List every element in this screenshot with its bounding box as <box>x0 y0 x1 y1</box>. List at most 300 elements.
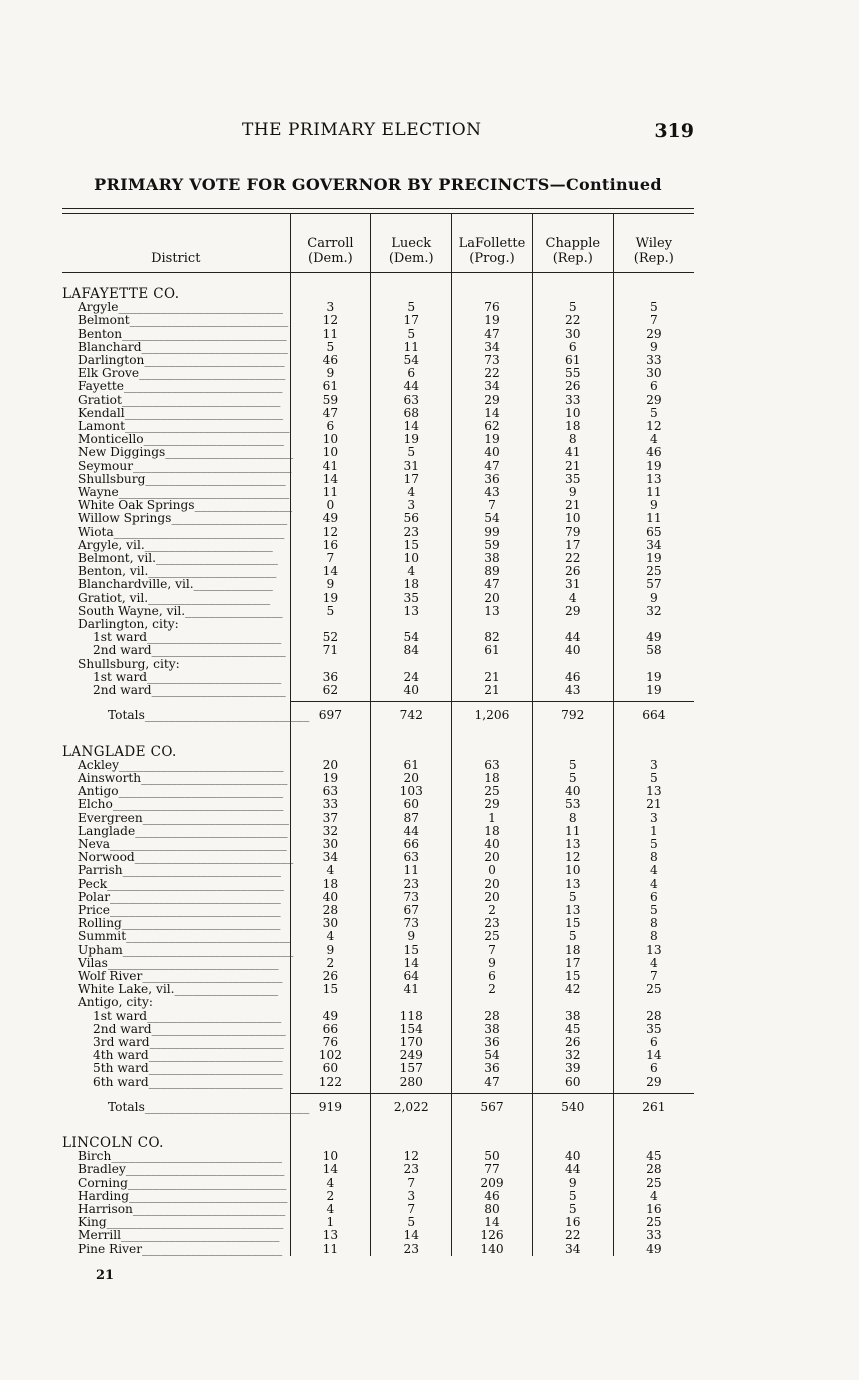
vote-count: 76 <box>452 301 533 314</box>
vote-count: 65 <box>613 526 694 539</box>
district-name: Argyle <box>78 300 119 315</box>
vote-count: 82 <box>452 631 533 644</box>
vote-count: 5 <box>613 301 694 314</box>
vote-count: 49 <box>613 1243 694 1256</box>
vote-count: 41 <box>371 983 452 996</box>
vote-count: 32 <box>532 1049 613 1062</box>
vote-count: 1,206 <box>452 702 533 731</box>
vote-count: 34 <box>452 341 533 354</box>
vote-count: 34 <box>452 380 533 393</box>
vote-count: 30 <box>532 328 613 341</box>
candidate-name: Lueck <box>391 236 432 251</box>
vote-count: 61 <box>290 380 371 393</box>
dot-leader: __________________________ <box>121 392 281 407</box>
district-name: Willow Springs <box>78 511 172 526</box>
vote-count: 30 <box>613 367 694 380</box>
vote-count: 7 <box>290 552 371 565</box>
vote-count: 5 <box>532 1203 613 1216</box>
empty-cell <box>532 1122 613 1150</box>
candidate-name: LaFollette <box>458 236 526 251</box>
vote-count: 25 <box>452 785 533 798</box>
empty-cell <box>371 1122 452 1150</box>
vote-count: 9 <box>613 499 694 512</box>
vote-count: 28 <box>290 904 371 917</box>
dot-leader: ____________________________ <box>122 942 294 957</box>
vote-count: 29 <box>452 798 533 811</box>
vote-count: 63 <box>452 759 533 772</box>
party-label: (Dem.) <box>388 251 434 266</box>
vote-count: 40 <box>452 446 533 459</box>
table-row <box>62 1076 694 1089</box>
signature-mark: 21 <box>96 1268 115 1283</box>
empty-cell <box>371 658 452 671</box>
column-header-chapple <box>532 214 613 273</box>
dot-leader: ______________________ <box>147 1008 282 1023</box>
vote-count: 30 <box>290 838 371 851</box>
vote-count: 4 <box>371 565 452 578</box>
vote-count: 11 <box>290 486 371 499</box>
vote-count: 2 <box>452 904 533 917</box>
district-name-cell <box>62 1243 290 1256</box>
vote-count: 46 <box>290 354 371 367</box>
vote-count: 32 <box>613 605 694 618</box>
vote-count: 157 <box>371 1062 452 1075</box>
vote-count: 44 <box>371 825 452 838</box>
vote-count: 80 <box>452 1203 533 1216</box>
vote-count: 54 <box>452 1049 533 1062</box>
vote-count: 22 <box>452 367 533 380</box>
vote-count: 28 <box>452 1010 533 1023</box>
district-name: Belmont <box>78 313 130 328</box>
vote-count: 13 <box>290 1229 371 1242</box>
dot-leader: _____________________________ <box>110 836 287 851</box>
vote-count: 6 <box>613 891 694 904</box>
dot-leader: __________________________ <box>122 863 282 878</box>
vote-count: 11 <box>371 341 452 354</box>
vote-count: 76 <box>290 1036 371 1049</box>
dot-leader: __________________________ <box>124 405 284 420</box>
vote-count: 64 <box>371 970 452 983</box>
vote-count: 13 <box>452 605 533 618</box>
vote-count: 6 <box>452 970 533 983</box>
vote-count: 47 <box>452 578 533 591</box>
county-name: LINCOLN CO. <box>62 1134 164 1151</box>
vote-count: 43 <box>452 486 533 499</box>
vote-count: 0 <box>290 499 371 512</box>
dot-leader: _______________________ <box>144 353 285 368</box>
vote-count: 40 <box>290 891 371 904</box>
vote-count: 9 <box>532 1177 613 1190</box>
empty-cell <box>452 996 533 1009</box>
vote-count: 25 <box>613 983 694 996</box>
vote-count: 99 <box>452 526 533 539</box>
vote-count: 68 <box>371 407 452 420</box>
party-label: (Rep.) <box>633 251 674 266</box>
vote-count: 12 <box>532 851 613 864</box>
vote-count: 9 <box>290 578 371 591</box>
page-number: 319 <box>654 120 694 142</box>
vote-count: 13 <box>371 605 452 618</box>
district-name: Shullsburg <box>78 471 146 486</box>
vote-count: 21 <box>452 684 533 697</box>
vote-count: 45 <box>532 1023 613 1036</box>
vote-count: 28 <box>613 1010 694 1023</box>
vote-count: 34 <box>613 539 694 552</box>
vote-count: 7 <box>452 944 533 957</box>
dot-leader: ________________________ <box>141 339 288 354</box>
vote-count: 1 <box>290 1216 371 1229</box>
vote-count: 1 <box>613 825 694 838</box>
vote-count: 19 <box>613 460 694 473</box>
vote-count: 5 <box>290 605 371 618</box>
vote-count: 47 <box>290 407 371 420</box>
vote-count: 2 <box>452 983 533 996</box>
vote-count: 31 <box>532 578 613 591</box>
vote-count: 4 <box>613 433 694 446</box>
vote-count: 12 <box>290 314 371 327</box>
vote-count: 41 <box>532 446 613 459</box>
vote-count: 18 <box>532 944 613 957</box>
district-name: Belmont, vil. <box>78 551 157 566</box>
empty-cell <box>532 658 613 671</box>
vote-count: 20 <box>452 592 533 605</box>
vote-count: 664 <box>613 702 694 731</box>
vote-count: 25 <box>452 930 533 943</box>
column-header-carroll <box>290 214 371 273</box>
empty-cell <box>532 731 613 759</box>
district-name: Neva <box>78 836 111 851</box>
vote-count: 5 <box>290 341 371 354</box>
district-name: Harding <box>78 1188 130 1203</box>
vote-count: 14 <box>290 1163 371 1176</box>
vote-count: 5 <box>371 301 452 314</box>
vote-count: 118 <box>371 1010 452 1023</box>
vote-count: 63 <box>290 785 371 798</box>
vote-count: 34 <box>290 851 371 864</box>
vote-count: 23 <box>371 1243 452 1256</box>
dot-leader: _____________________________ <box>107 876 284 891</box>
vote-count: 5 <box>532 1190 613 1203</box>
dot-leader: ___________________________ <box>144 1099 310 1114</box>
vote-count: 54 <box>371 354 452 367</box>
vote-count: 5 <box>613 772 694 785</box>
vote-count: 15 <box>371 539 452 552</box>
vote-count: 16 <box>532 1216 613 1229</box>
district-name: White Lake, vil. <box>78 982 175 997</box>
vote-count: 17 <box>371 473 452 486</box>
table-title: PRIMARY VOTE FOR GOVERNOR BY PRECINCTS—Continued <box>94 175 662 194</box>
vote-count: 44 <box>371 380 452 393</box>
dot-leader: ____________________________ <box>109 902 281 917</box>
vote-count: 14 <box>371 957 452 970</box>
vote-count: 29 <box>613 1076 694 1089</box>
vote-count: 14 <box>371 1229 452 1242</box>
district-name: Wolf River <box>78 968 143 983</box>
vote-count: 47 <box>452 1076 533 1089</box>
vote-count: 66 <box>290 1023 371 1036</box>
vote-count: 13 <box>532 904 613 917</box>
district-name: Vilas <box>78 955 108 970</box>
vote-count: 46 <box>532 671 613 684</box>
district-name: Blanchard <box>78 339 142 354</box>
vote-count: 6 <box>613 1036 694 1049</box>
district-name: 2nd ward <box>93 683 152 698</box>
dot-leader: ______________________ <box>148 1048 283 1063</box>
empty-cell <box>532 996 613 1009</box>
vote-count: 4 <box>290 1177 371 1190</box>
vote-count: 12 <box>290 526 371 539</box>
empty-cell <box>290 658 371 671</box>
empty-cell <box>452 273 533 302</box>
vote-count: 12 <box>613 420 694 433</box>
dot-leader: ____________________________ <box>107 955 279 970</box>
vote-count: 8 <box>613 851 694 864</box>
vote-count: 3 <box>371 499 452 512</box>
vote-count: 6 <box>613 1062 694 1075</box>
vote-count: 540 <box>532 1093 613 1122</box>
vote-count: 53 <box>532 798 613 811</box>
vote-count: 10 <box>290 433 371 446</box>
dot-leader: _________________________ <box>132 1202 286 1216</box>
vote-count: 26 <box>532 1036 613 1049</box>
dot-leader: _______________________ <box>142 1241 283 1256</box>
vote-count: 9 <box>613 592 694 605</box>
vote-count: 35 <box>613 1023 694 1036</box>
vote-count: 122 <box>290 1076 371 1089</box>
vote-count: 26 <box>532 565 613 578</box>
running-title: THE PRIMARY ELECTION <box>242 120 482 140</box>
vote-count: 32 <box>290 825 371 838</box>
vote-count: 29 <box>532 605 613 618</box>
vote-count: 13 <box>532 878 613 891</box>
candidate-name: Carroll <box>307 236 354 251</box>
vote-count: 77 <box>452 1163 533 1176</box>
vote-count: 55 <box>532 367 613 380</box>
vote-count: 60 <box>290 1062 371 1075</box>
vote-count: 15 <box>532 970 613 983</box>
vote-count: 46 <box>613 446 694 459</box>
vote-count: 33 <box>613 1229 694 1242</box>
vote-count: 33 <box>290 798 371 811</box>
vote-count: 4 <box>371 486 452 499</box>
district-name: Benton, vil. <box>78 564 149 579</box>
vote-count: 6 <box>532 341 613 354</box>
district-name: Totals <box>108 1099 145 1114</box>
vote-count: 60 <box>532 1076 613 1089</box>
district-name: Benton <box>78 326 123 341</box>
district-name: Ackley <box>78 757 120 772</box>
dot-leader: ________________ <box>185 603 283 618</box>
column-header-wiley <box>613 214 694 273</box>
vote-count: 9 <box>290 367 371 380</box>
vote-count: 11 <box>613 512 694 525</box>
vote-count: 25 <box>613 1177 694 1190</box>
district-name: Langlade <box>78 823 136 838</box>
vote-count: 4 <box>290 1203 371 1216</box>
dot-leader: ___________________________ <box>119 757 284 772</box>
vote-count: 33 <box>613 354 694 367</box>
vote-count: 87 <box>371 812 452 825</box>
district-name: Antigo, city: <box>78 995 153 1010</box>
vote-count: 5 <box>371 446 452 459</box>
vote-count: 16 <box>613 1203 694 1216</box>
vote-count: 5 <box>613 407 694 420</box>
district-name-cell <box>62 1076 290 1089</box>
vote-count: 62 <box>290 684 371 697</box>
vote-count: 79 <box>532 526 613 539</box>
vote-count: 25 <box>613 1216 694 1229</box>
vote-count: 17 <box>532 539 613 552</box>
county-name: LANGLADE CO. <box>62 743 177 760</box>
empty-cell <box>371 273 452 302</box>
vote-count: 8 <box>532 812 613 825</box>
district-name: 2nd ward <box>93 643 152 658</box>
vote-count: 16 <box>290 539 371 552</box>
vote-count: 8 <box>532 433 613 446</box>
vote-count: 6 <box>371 367 452 380</box>
vote-count: 13 <box>532 838 613 851</box>
vote-count: 40 <box>532 785 613 798</box>
vote-count: 58 <box>613 644 694 657</box>
vote-count: 12 <box>371 1150 452 1163</box>
vote-count: 29 <box>452 394 533 407</box>
district-name: Upham <box>78 942 123 957</box>
vote-count: 15 <box>532 917 613 930</box>
column-header-lafollette <box>452 214 533 273</box>
vote-count: 26 <box>532 380 613 393</box>
vote-count: 11 <box>532 825 613 838</box>
vote-count: 2 <box>290 1190 371 1203</box>
vote-count: 20 <box>452 878 533 891</box>
empty-cell <box>613 1122 694 1150</box>
vote-count: 8 <box>613 917 694 930</box>
dot-leader: ______________________ <box>148 1061 283 1076</box>
dot-leader: ___________________________ <box>122 326 287 341</box>
district-name: Price <box>78 902 110 917</box>
vote-count: 49 <box>290 1010 371 1023</box>
table-row <box>62 1243 694 1256</box>
vote-count: 5 <box>371 1216 452 1229</box>
column-header-row <box>62 214 694 273</box>
vote-count: 35 <box>371 592 452 605</box>
vote-count: 10 <box>290 446 371 459</box>
county-header-row <box>62 273 694 302</box>
vote-count: 9 <box>371 930 452 943</box>
column-header-district: District <box>62 214 290 273</box>
vote-count: 40 <box>371 684 452 697</box>
table-body <box>62 273 694 1256</box>
vote-count: 34 <box>532 1243 613 1256</box>
dot-leader: ____________________________ <box>118 485 290 500</box>
empty-cell <box>290 996 371 1009</box>
vote-count: 19 <box>613 552 694 565</box>
vote-count: 28 <box>613 1163 694 1176</box>
empty-cell <box>371 996 452 1009</box>
vote-count: 5 <box>613 904 694 917</box>
district-name: Norwood <box>78 850 135 865</box>
district-name: Gratiot, vil. <box>78 590 149 605</box>
vote-count: 11 <box>613 486 694 499</box>
vote-count: 20 <box>452 891 533 904</box>
district-name: Ainsworth <box>78 770 142 785</box>
county-name: LAFAYETTE CO. <box>62 286 180 302</box>
vote-count: 56 <box>371 512 452 525</box>
vote-count: 23 <box>371 1163 452 1176</box>
empty-cell <box>532 273 613 302</box>
county-header-row <box>62 1122 694 1150</box>
vote-count: 8 <box>613 930 694 943</box>
vote-count: 4 <box>290 864 371 877</box>
vote-count: 19 <box>290 592 371 605</box>
empty-cell <box>371 731 452 759</box>
vote-count: 38 <box>452 1023 533 1036</box>
dot-leader: __________________________ <box>121 916 281 931</box>
vote-count: 38 <box>452 552 533 565</box>
vote-count: 13 <box>613 473 694 486</box>
district-name: 5th ward <box>93 1061 149 1076</box>
vote-count: 14 <box>452 1216 533 1229</box>
empty-cell <box>613 273 694 302</box>
vote-count: 47 <box>452 460 533 473</box>
empty-cell <box>452 1122 533 1150</box>
vote-count: 24 <box>371 671 452 684</box>
vote-count: 10 <box>532 512 613 525</box>
vote-count: 0 <box>452 864 533 877</box>
vote-count: 14 <box>452 407 533 420</box>
district-name: South Wayne, vil. <box>78 603 186 618</box>
dot-leader: ______________________ <box>151 683 286 698</box>
vote-count: 15 <box>290 983 371 996</box>
vote-count: 35 <box>532 473 613 486</box>
vote-count: 6 <box>613 380 694 393</box>
vote-count: 5 <box>532 301 613 314</box>
dot-leader: ____________________________ <box>110 889 281 904</box>
vote-count: 52 <box>290 631 371 644</box>
vote-count: 30 <box>290 917 371 930</box>
vote-count: 36 <box>290 671 371 684</box>
dot-leader: __________________________ <box>127 1175 287 1190</box>
vote-count: 62 <box>452 420 533 433</box>
vote-count: 4 <box>532 592 613 605</box>
district-name: Merrill <box>78 1228 122 1243</box>
district-name: 3rd ward <box>93 1034 150 1049</box>
district-name: King <box>78 1215 107 1230</box>
dot-leader: ____________________ <box>148 590 271 605</box>
dot-leader: ____________________________ <box>113 524 285 539</box>
vote-count: 21 <box>452 671 533 684</box>
vote-count: 742 <box>371 702 452 731</box>
dot-leader: ___________________________ <box>118 300 283 315</box>
vote-count: 66 <box>371 838 452 851</box>
vote-count: 49 <box>290 512 371 525</box>
vote-count: 15 <box>371 944 452 957</box>
empty-cell <box>452 658 533 671</box>
vote-count: 36 <box>452 1036 533 1049</box>
district-name: Totals <box>108 708 145 723</box>
vote-count: 103 <box>371 785 452 798</box>
vote-count: 71 <box>290 644 371 657</box>
district-name: Gratiot <box>78 392 122 407</box>
vote-count: 4 <box>613 1190 694 1203</box>
vote-count: 17 <box>371 314 452 327</box>
vote-count: 9 <box>452 957 533 970</box>
county-header-row <box>62 731 694 759</box>
vote-count: 59 <box>452 539 533 552</box>
vote-count: 23 <box>452 917 533 930</box>
vote-count: 50 <box>452 1150 533 1163</box>
empty-cell <box>290 273 371 302</box>
vote-count: 13 <box>613 944 694 957</box>
